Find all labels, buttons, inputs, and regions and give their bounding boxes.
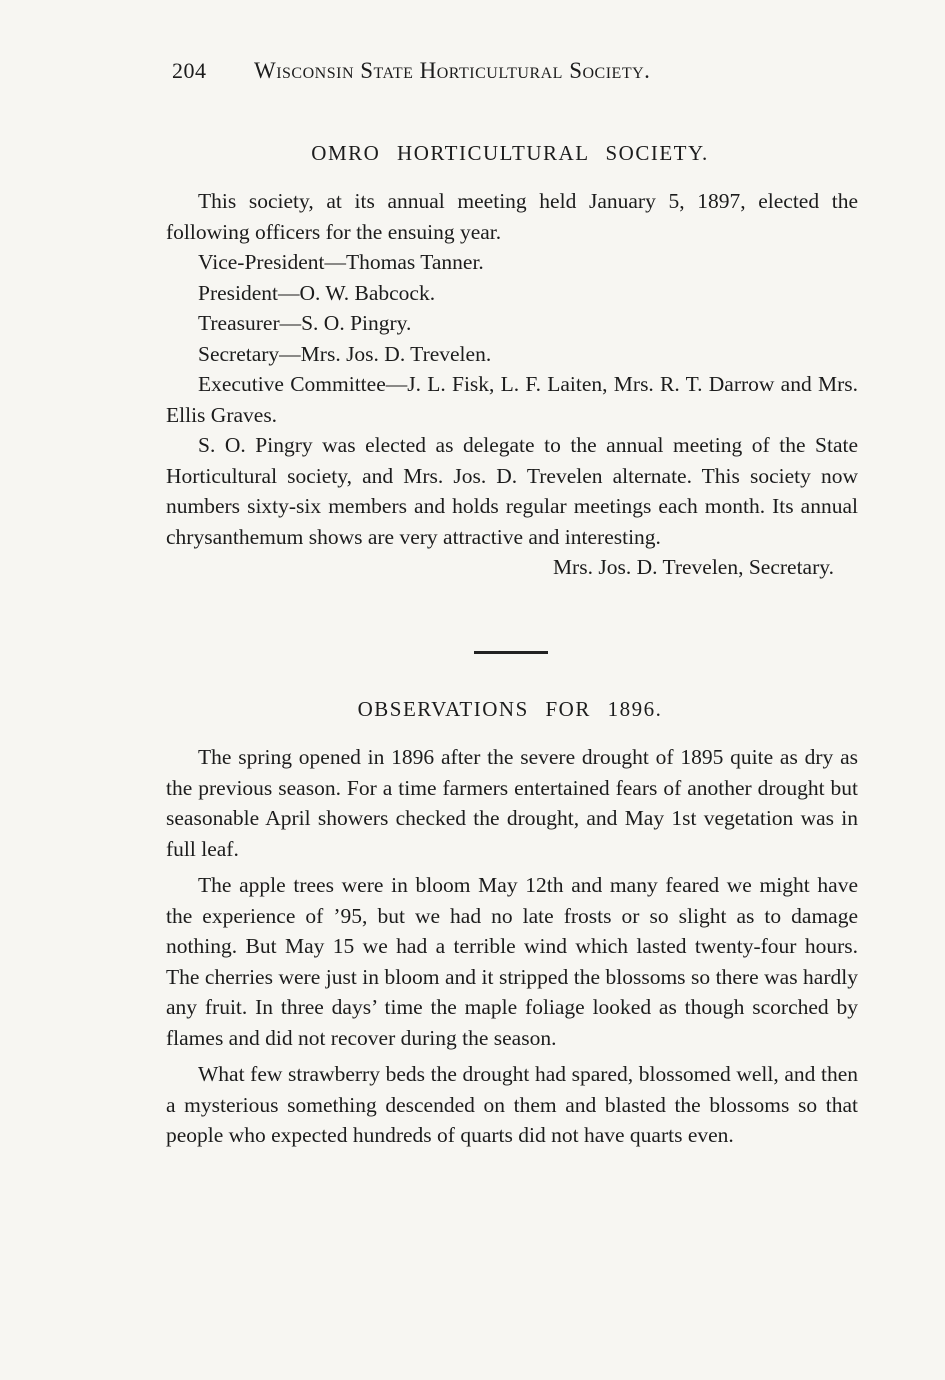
- omro-section-body: [166, 186, 858, 583]
- officer-president: President—O. W. Babcock.: [198, 280, 436, 305]
- officer-vice-president: Vice-President—Thomas Tanner.: [198, 250, 484, 274]
- observations-section-title: OBSERVATIONS FOR 1896.: [357, 697, 663, 721]
- observations-section-body: [166, 742, 858, 1151]
- delegate-paragraph: S. O. Pingry was elected as delegate to the annual meeting of the State Horticultural society, and Mrs. Jos. D. Trevelen alternate. This society now numbers sixty-six members and holds regular meetings each month. Its annual chrysanthemum shows are very attractive and interesting.: [166, 433, 858, 549]
- officer-secretary: Secretary—Mrs. Jos. D. Trevelen.: [198, 341, 492, 366]
- omro-section-title: OMRO HORTICULTURAL SOCIETY.: [311, 141, 709, 165]
- observations-paragraph-spring: The spring opened in 1896 after the severe drought of 1895 quite as dry as the previous season. For a time farmers entertained fears of another drought but seasonable April showers checked the drought, and May 1st vegetation was in full leaf.: [166, 745, 858, 861]
- secretary-signature: Mrs. Jos. D. Trevelen, Secretary.: [552, 555, 834, 579]
- running-head: [172, 58, 792, 84]
- observations-paragraph-strawberries: What few strawberry beds the drought had spared, blossomed well, and then a mysterious something descended on them and blasted the blossoms so that people who expected hundreds of quarts did not have quarts even.: [166, 1062, 858, 1147]
- section-divider-rule: [474, 651, 548, 654]
- omro-intro-paragraph: This society, at its annual meeting held January 5, 1897, elected the following officers for the ensuing year.: [166, 189, 858, 244]
- executive-committee-paragraph: Executive Committee—J. L. Fisk, L. F. Laiten, Mrs. R. T. Darrow and Mrs. Ellis Graves.: [166, 372, 858, 427]
- officer-treasurer: Treasurer—S. O. Pingry.: [198, 311, 412, 335]
- page-number: 204: [172, 58, 207, 83]
- observations-paragraph-apple-trees: The apple trees were in bloom May 12th and many feared we might have the experience of ’95, but we had no late frosts or so slight as to damage nothing. But May 15 we had a terrible wind which lasted twenty-four hours. The cherries were just in bloom and it stripped the blossoms so there was hardly any fruit. In three days’ time the maple foliage looked as though scorched by flames and did not recover during the season.: [166, 873, 858, 1050]
- running-title: Wisconsin State Horticultural Society.: [254, 58, 651, 83]
